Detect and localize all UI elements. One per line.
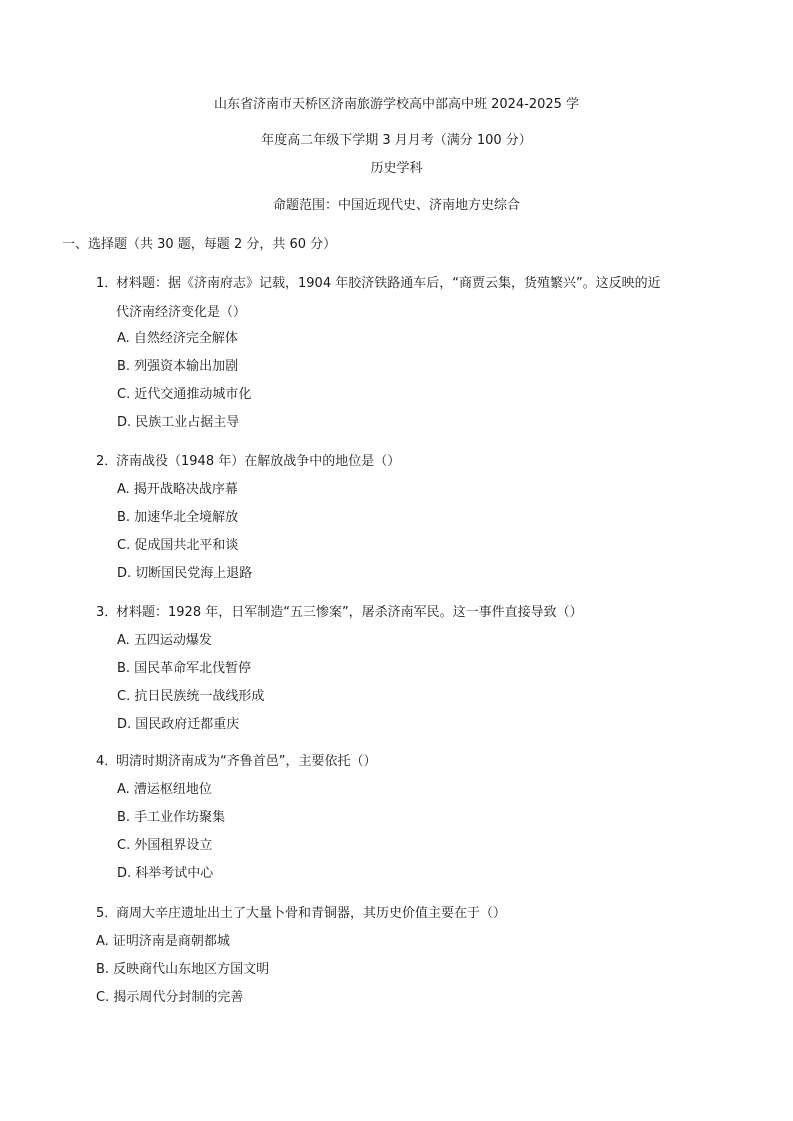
question-4 [96, 752, 726, 772]
question-2 [96, 452, 726, 472]
question-5 [96, 904, 726, 924]
option-b[interactable]: B. 加速华北全境解放 [117, 510, 239, 525]
option-c[interactable]: C. 促成国共北平和谈 [117, 538, 239, 553]
option-c[interactable]: C. 抗日民族统一战线形成 [117, 689, 265, 704]
option-b[interactable]: B. 列强资本输出加剧 [117, 359, 239, 374]
option-b[interactable]: B. 手工业作坊聚集 [117, 810, 226, 825]
question-1 [96, 274, 726, 323]
option-c[interactable]: C. 揭示周代分封制的完善 [96, 990, 244, 1005]
exam-title-line2: 年度高二年级下学期 3 月月考（满分 100 分） [261, 133, 532, 148]
question-stem: 济南战役（1948 年）在解放战争中的地位是（） [116, 454, 401, 469]
question-number: 5． [96, 906, 118, 921]
option-d[interactable]: D. 国民政府迁都重庆 [117, 717, 240, 732]
question-stem: 材料题：1928 年，日军制造“五三惨案”，屠杀济南军民。这一事件直接导致（） [116, 605, 583, 620]
option-d[interactable]: D. 科举考试中心 [117, 866, 214, 881]
question-stem: 材料题：据《济南府志》记载，1904 年胶济铁路通车后，“商贾云集，货殖繁兴”。这反映的近 [116, 276, 661, 291]
option-b[interactable]: B. 反映商代山东地区方国文明 [96, 962, 270, 977]
question-3 [96, 603, 726, 623]
option-a[interactable]: A. 证明济南是商朝都城 [96, 934, 230, 949]
option-a[interactable]: A. 五四运动爆发 [117, 633, 212, 648]
option-d[interactable]: D. 民族工业占据主导 [117, 415, 240, 430]
exam-subject: 历史学科 [370, 161, 423, 176]
option-a[interactable]: A. 漕运枢纽地位 [117, 782, 212, 797]
question-stem: 明清时期济南成为“齐鲁首邑”，主要依托（） [116, 754, 377, 769]
option-b[interactable]: B. 国民革命军北伐暂停 [117, 661, 252, 676]
section-title: 一、选择题（共 30 题，每题 2 分，共 60 分） [62, 237, 337, 252]
option-a[interactable]: A. 揭开战略决战序幕 [117, 482, 238, 497]
question-number: 3． [96, 605, 118, 620]
question-stem-continued: 代济南经济变化是（） [116, 305, 247, 320]
option-a[interactable]: A. 自然经济完全解体 [117, 331, 238, 346]
question-number: 4． [96, 754, 118, 769]
option-d[interactable]: D. 切断国民党海上退路 [117, 566, 253, 581]
option-c[interactable]: C. 近代交通推动城市化 [117, 387, 252, 402]
question-number: 1． [96, 276, 118, 291]
question-number: 2． [96, 454, 118, 469]
question-stem: 商周大辛庄遗址出土了大量卜骨和青铜器，其历史价值主要在于（） [116, 906, 507, 921]
option-c[interactable]: C. 外国租界设立 [117, 838, 213, 853]
exam-scope: 命题范围：中国近现代史、济南地方史综合 [272, 198, 520, 213]
exam-title-line1: 山东省济南市天桥区济南旅游学校高中部高中班 2024-2025 学 [213, 97, 580, 112]
